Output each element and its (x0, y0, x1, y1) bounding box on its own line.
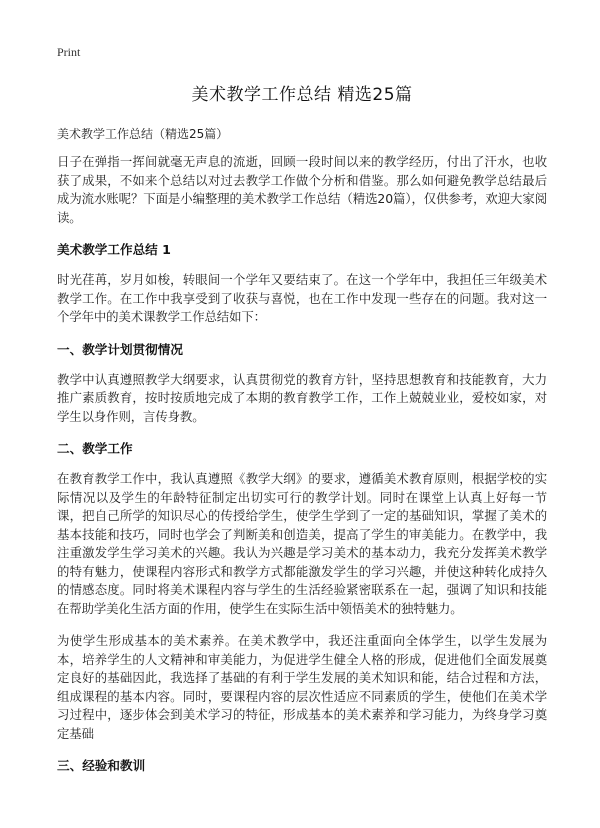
document-body (57, 72, 547, 787)
article-heading: 美术教学工作总结 1 (57, 242, 171, 257)
section-heading-teaching: 二、教学工作 (57, 441, 133, 456)
section-teaching-paragraph-2: 为使学生形成基本的美术素养。在美术教学中，我还注重面向全体学生，以学生发展为本，培养学生的人文精神和审美能力，为促进学生健全人格的形成，促进他们全面发展奠定良好的基础因此，我选择了基础的有利于学生发展的美术知识和能，结合过程和方法，组成课程的基本内容。同时，要课程内容的层次性适应不同素质的学生，使他们在美术学习过程中，逐步体会到美术学习的特征，形成基本的美术素养和学习能力，为终身学习奠定基础 (57, 633, 547, 741)
section-plan-paragraph: 教学中认真遵照教学大纲要求，认真贯彻党的教育方针，坚持思想教育和技能教育，大力推广素质教育，按时按质地完成了本期的教育教学工作，工作上兢兢业业，爱校如家，对学生以身作则，言传身教。 (57, 371, 547, 424)
section-teaching-paragraph-1: 在教育教学工作中，我认真遵照《教学大纲》的要求，遵循美术教育原则，根据学校的实际情况以及学生的年龄特征制定出切实可行的教学计划。同时在课堂上认真上好每一节课，把自己所学的知识尽心的传授给学生，使学生学到了一定的基础知识，掌握了美术的基本技能和技巧，同时也学会了判断美和创造美，提高了学生的审美能力。在教学中，我注重激发学生学习美术的兴趣。我认为兴趣是学习美术的基本动力，我充分发挥美术教学的特有魅力，使课程内容形式和教学方式都能激发学生的学习兴趣，并使这种转化成持久的情感态度。同时将美术课程内容与学生的生活经验紧密联系在一起，强调了知识和技能在帮助学美化生活方面的作用，使学生在实际生活中领悟美术的独特魅力。 (57, 471, 547, 616)
section-heading-plan: 一、教学计划贯彻情况 (57, 341, 183, 357)
section-heading-experience: 三、经验和教训 (57, 758, 146, 773)
intro-paragraph: 日子在弹指一挥间就毫无声息的流逝，回顾一段时间以来的教学经历，付出了汗水，也收获了成果，不如来个总结以对过去教学工作做个分析和借鉴。那么如何避免教学总结最后成为流水账呢？下面是小编整理的美术教学工作总结（精选20篇），仅供参考，欢迎大家阅读。 (57, 154, 547, 225)
article-intro-paragraph: 时光荏苒，岁月如梭，转眼间一个学年又要结束了。在这一个学年中，我担任三年级美术教学工作。在工作中我享受到了收获与喜悦，也在工作中发现一些存在的问题。我对这一个学年中的美术课教学工作总结如下： (57, 272, 547, 324)
page-title: 美术教学工作总结 精选25篇 (191, 85, 413, 105)
document-subtitle: 美术教学工作总结（精选25篇） (57, 127, 229, 141)
print-label[interactable]: Print (57, 45, 81, 59)
